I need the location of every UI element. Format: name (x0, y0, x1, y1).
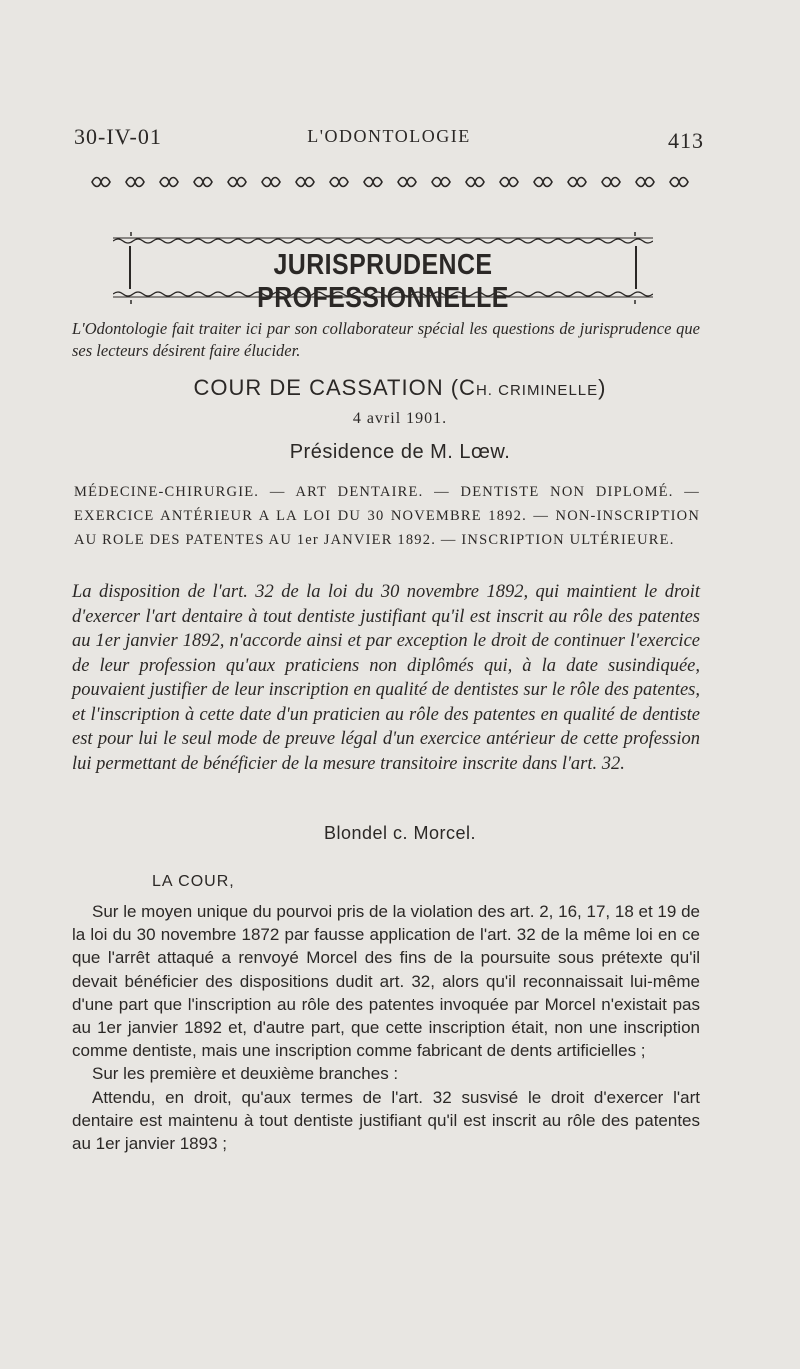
chamber-name: H. CRIMINELLE (475, 382, 599, 399)
knot-ornament-icon (498, 176, 520, 188)
chamber-prefix: (C (450, 375, 476, 400)
paragraph: Sur les première et deuxième branches : (92, 1064, 399, 1084)
la-cour: LA COUR, (152, 873, 235, 890)
page-number: 413 (668, 128, 704, 153)
knot-ornament-icon (430, 176, 452, 188)
paragraph: Sur le moyen unique du pourvoi pris de la violation des art. 2, 16, 17, 18 et 19 de la loi du 30 novembre 1872 par fausse application de l'art. 32 de la même loi en ce que l'arrêt attaqué a renvoyé Morcel des fins de la poursuite sous prétexte qu'il devait bénéficier des dispositions dudit art. 32, alors qu'il reconnaissait lui-même d'une part que l'inscription au rôle des patentes invoquée par Morcel n'existait pas au 1er janvier 1892 et, d'autre part, que cette inscription était, non une inscription comme dentiste, mais une inscription comme fabricant de dents artificielles ; (72, 902, 700, 1061)
knot-ornament-icon (294, 176, 316, 188)
knot-ornament-icon (124, 176, 146, 188)
knot-ornament-icon (362, 176, 384, 188)
holding: La disposition de l'art. 32 de la loi du 30 novembre 1892, qui maintient le droit d'exercer l'art dentaire à tout dentiste justifiant qu'il est inscrit au rôle des patentes au 1er janvier 1892, n'accorde ainsi et par exception le droit de continuer l'exercice de leur profession qu'aux praticiens non diplômés qui, à la date susindiquée, pouvaient justifier de leur inscription en qualité de dentistes sur le rôle des patentes, et l'inscription à cette date d'un praticien au rôle des patentes en qualité de dentiste est pour lui le seul mode de preuve légal d'un exercice antérieur de cette profession lui permettant de bénéficier de la mesure transitoire inscrite dans l'art. 32. (72, 582, 700, 774)
knot-ornament-icon (328, 176, 350, 188)
knot-ornament-icon (464, 176, 486, 188)
knot-ornament-icon (566, 176, 588, 188)
knot-ornament-icon (396, 176, 418, 188)
court-heading (0, 375, 800, 401)
knot-ornament-icon (226, 176, 248, 188)
knot-ornament-icon (634, 176, 656, 188)
issue-date: 30-IV-01 (74, 124, 162, 149)
ornament-band (90, 176, 690, 196)
chamber-suffix: ) (598, 375, 607, 400)
decision-body (72, 900, 700, 1155)
knot-ornament-icon (192, 176, 214, 188)
knot-ornament-icon (532, 176, 554, 188)
section-title: JURISPRUDENCE PROFESSIONNELLE (257, 249, 509, 314)
editorial-intro: L'Odontologie fait traiter ici par son collaborateur spécial les questions de jurisprudence que ses lecteurs désirent faire élucider. (72, 319, 700, 360)
court-name: COUR DE CASSATION (193, 375, 444, 400)
decision-date: 4 avril 1901. (352, 410, 448, 427)
journal-title: L'ODONTOLOGIE (307, 126, 471, 146)
parties: Blondel c. Morcel. (323, 823, 477, 843)
paragraph: Attendu, en droit, qu'aux termes de l'art. 32 susvisé le droit d'exercer l'art dentaire est maintenu à tout dentiste justifiant qu'il est inscrit au rôle des patentes au 1er janvier 1893 ; (72, 1087, 700, 1154)
running-head (74, 124, 704, 154)
knot-ornament-icon (668, 176, 690, 188)
presidence: Présidence de M. Lœw. (289, 441, 511, 463)
section-title-frame (113, 232, 653, 314)
knot-ornament-icon (260, 176, 282, 188)
knot-ornament-icon (600, 176, 622, 188)
knot-ornament-icon (158, 176, 180, 188)
knot-ornament-icon (90, 176, 112, 188)
case-summary: MÉDECINE-CHIRURGIE. — ART DENTAIRE. — DENTISTE NON DIPLOMÉ. — EXERCICE ANTÉRIEUR A LA LOI DU 30 NOVEMBRE 1892. — NON-INSCRIPTION AU ROLE DES PATENTES AU 1er JANVIER 1892. — INSCRIPTION ULTÉRIEURE. (74, 484, 700, 548)
